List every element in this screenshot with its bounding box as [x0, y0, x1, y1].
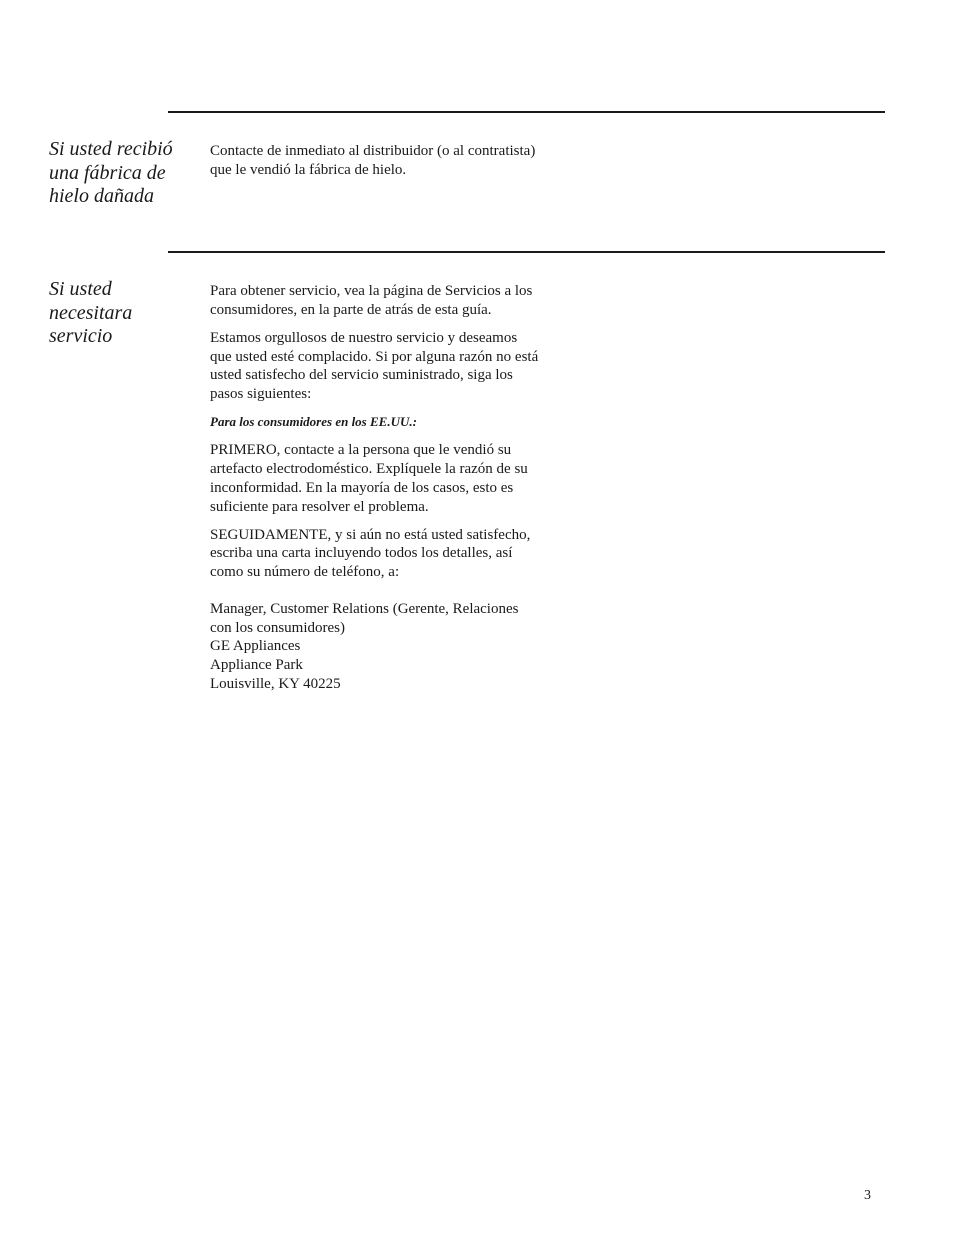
address-line: GE Appliances [210, 638, 301, 655]
middle-divider [168, 251, 885, 253]
service-paragraph-2: Estamos orgullosos de nuestro servicio y deseamos que usted esté complacido. Si por alguna razón no está usted satisfecho del servicio suministrado, siga los pasos siguientes: [210, 329, 539, 403]
address-line: Manager, Customer Relations (Gerente, Relaciones con los consumidores) [210, 600, 519, 636]
mailing-address [210, 600, 540, 694]
damaged-ice-maker-body [210, 142, 540, 189]
top-divider [168, 111, 885, 113]
service-paragraph-1: Para obtener servicio, vea la página de Servicios a los consumidores, en la parte de atrás de esta guía. [210, 283, 533, 318]
step-first-paragraph: PRIMERO, contacte a la persona que le vendió su artefacto electrodoméstico. Explíquele la razón de su inconformidad. En la mayoría de los casos, esto es suficiente para resolver el problema. [210, 442, 528, 515]
step-next-paragraph: SEGUIDAMENTE, y si aún no está usted satisfecho, escriba una carta incluyendo todos los detalles, así como su número de teléfono, a: [210, 526, 531, 581]
page-number: 3 [864, 1188, 871, 1203]
service-needed-body [210, 282, 540, 693]
us-consumers-subheading: Para los consumidores en los EE.UU.: [210, 414, 417, 430]
damaged-ice-maker-heading: Si usted recibió una fábrica de hielo dañada [49, 138, 173, 207]
address-line: Appliance Park [210, 656, 303, 673]
service-needed-heading: Si usted necesitara servicio [49, 278, 133, 347]
address-line: Louisville, KY 40225 [210, 675, 341, 692]
damaged-ice-maker-paragraph: Contacte de inmediato al distribuidor (o al contratista) que le vendió la fábrica de hielo. [210, 143, 536, 178]
